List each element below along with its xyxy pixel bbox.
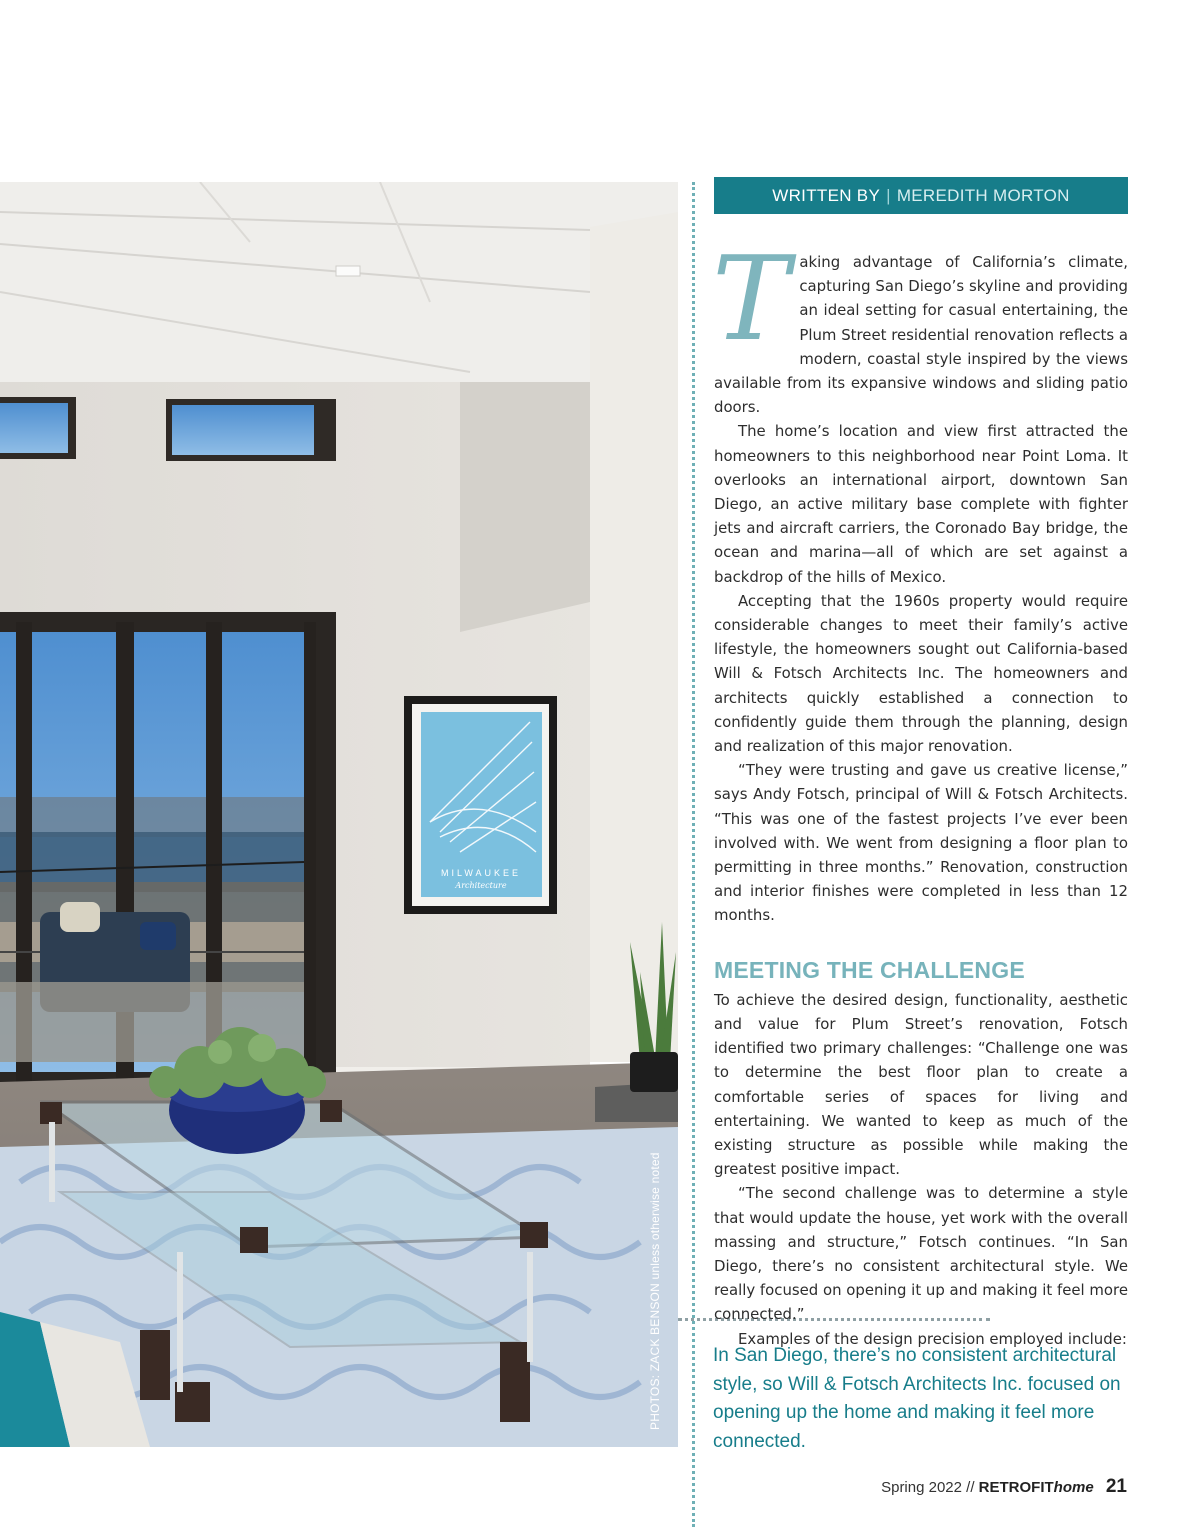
paragraph-second-challenge: “The second challenge was to determine a style that would update the house, yet work with the overall massing and structure,” Fotsch continues. “In San Diego, there’s no consistent architectural style. We really focused on opening it up and making it feel more connected.” <box>714 1184 1128 1324</box>
vertical-dotted-divider <box>692 182 695 1527</box>
pull-quote: In San Diego, there’s no consistent architectural style, so Will & Fotsch Architects Inc. focused on opening up the home and making it feel more connected. <box>713 1345 1121 1452</box>
byline-separator: | <box>886 186 891 205</box>
paragraph-quote: “They were trusting and gave us creative license,” says Andy Fotsch, principal of Will & Fotsch Architects. “This was one of the fastest projects I’ve ever been involved with. We went from designing a floor plan to permitting in three months.” Renovation, construction and interior finishes were completed in less than 12 months. <box>714 761 1128 925</box>
paragraph-challenges: To achieve the desired design, functionality, aesthetic and value for Plum Street’s renovation, Fotsch identified two primary challenges: “Challenge one was to determine the best floor plan to create a comfortable series of spaces for living and entertaining. We wanted to keep as much of the existing structure as possible while making the greatest positive impact. <box>714 990 1128 1179</box>
article-body <box>712 232 1128 1351</box>
poster-subtitle: Architecture <box>455 881 507 890</box>
page-number: 21 <box>1105 1476 1127 1497</box>
paragraph-examples: Examples of the design precision employed include: <box>738 1329 1127 1348</box>
photo-credit-text: PHOTOS: ZACK BENSON unless otherwise noted <box>648 1152 662 1430</box>
footer-magazine-name <box>979 1479 1094 1496</box>
living-room-illustration <box>0 182 678 1447</box>
drop-cap: T <box>712 232 790 367</box>
footer-magazine-bold: RETROFIT <box>978 1479 1054 1496</box>
photo-credit <box>648 1152 670 1430</box>
paragraph-intro: aking advantage of California’s climate, capturing San Diego’s skyline and providing an ideal setting for casual entertaining, the Plum Street residential renovation reflects a modern, coastal style inspired by the views available from its expansive windows and sliding patio doors. <box>714 253 1128 417</box>
byline-label: WRITTEN BY <box>772 186 881 205</box>
feature-photo <box>0 182 678 1447</box>
byline-banner <box>714 177 1128 214</box>
footer-magazine-italic: home <box>1053 1479 1094 1496</box>
section-heading: MEETING THE CHALLENGE <box>714 956 1025 983</box>
paragraph-location: The home’s location and view first attracted the homeowners to this neighborhood near Point Loma. It overlooks an international airport, downtown San Diego, an active military base complete with fighter jets and aircraft carriers, the Coronado Bay bridge, the ocean and marina—all of which are set against a backdrop of the hills of Mexico. <box>714 422 1128 586</box>
footer-issue: Spring 2022 // <box>881 1479 975 1496</box>
poster-title: MILWAUKEE <box>440 868 522 878</box>
byline-author: MEREDITH MORTON <box>896 186 1070 205</box>
paragraph-architects: Accepting that the 1960s property would require considerable changes to meet their family’s active lifestyle, the homeowners sought out California-based Will & Fotsch Architects Inc. The homeowners and architects quickly established a connection to confidently guide them through the planning, design and realization of this major renovation. <box>714 591 1128 756</box>
page-footer <box>881 1476 1127 1498</box>
